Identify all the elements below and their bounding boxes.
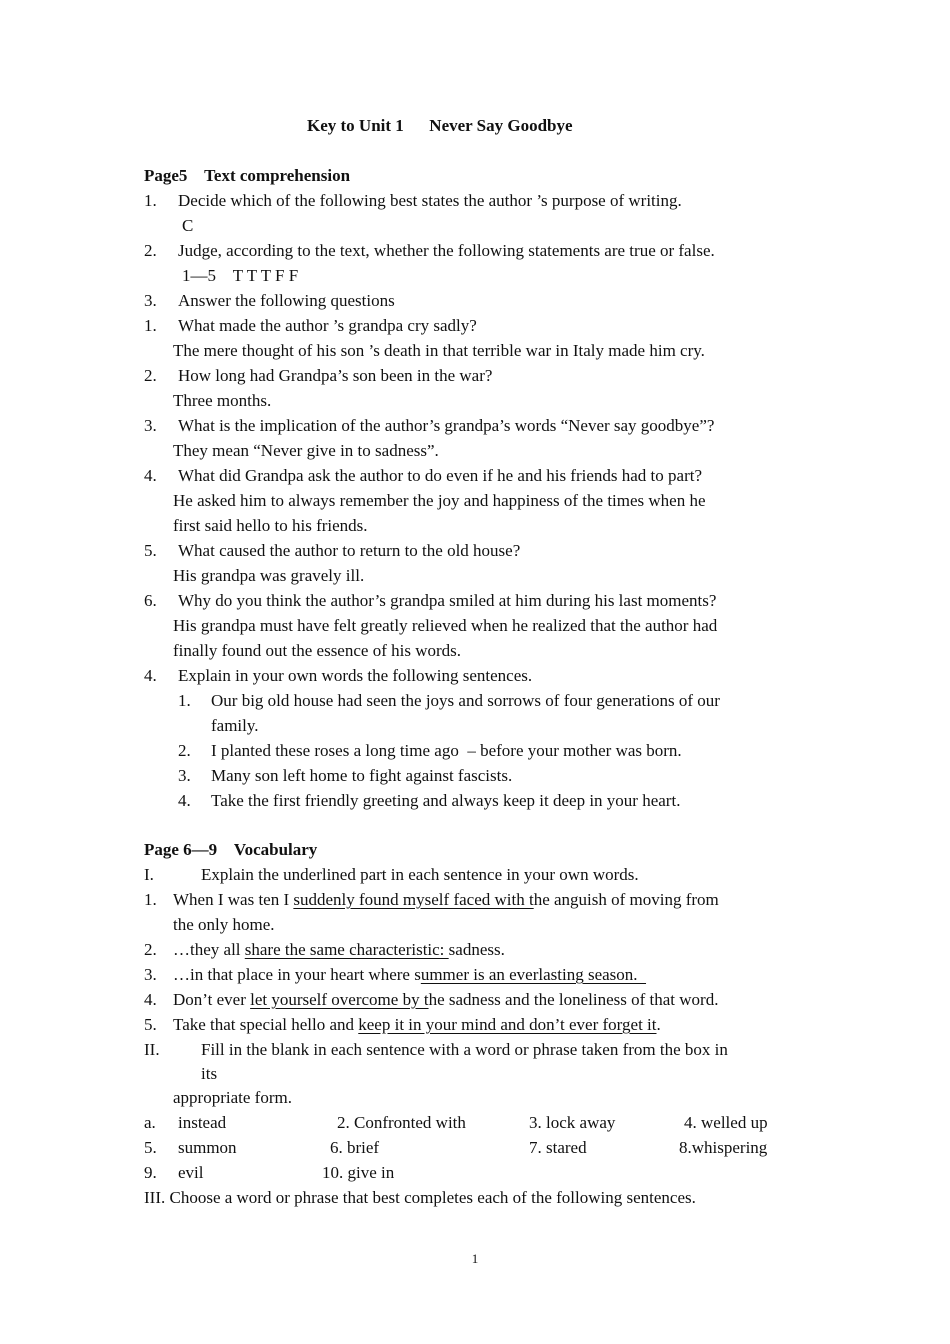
list-number: 2.: [144, 940, 157, 959]
list-item: [173, 888, 719, 912]
sentence-post: he anguish of moving from: [533, 890, 719, 909]
list-item: Answer the following questions: [178, 291, 395, 310]
part-instruction: Fill in the blank in each sentence with a word or phrase taken from the box in: [201, 1040, 728, 1059]
part-instruction: its: [201, 1064, 218, 1083]
list-number: 4.: [144, 666, 157, 685]
list-number: 2.: [144, 366, 157, 385]
answer-word: 7. stared: [529, 1138, 587, 1157]
list-number: 5.: [144, 541, 157, 560]
section-heading-text-comprehension: Page5 Text comprehension: [144, 166, 351, 185]
list-item: the only home.: [173, 915, 275, 934]
answer: Three months.: [173, 391, 272, 410]
sentence-post: he sadness and the loneliness of that word.: [428, 990, 719, 1009]
sentence-post: sadness.: [448, 940, 505, 959]
question: Why do you think the author’s grandpa smiled at him during his last moments?: [178, 591, 717, 610]
sub-item: family.: [211, 716, 259, 735]
underlined-phrase: keep it in your mind and don’t ever forget it: [358, 1015, 657, 1034]
answer: His grandpa must have felt greatly relieved when he realized that the author had: [173, 616, 718, 635]
sentence-post: .: [656, 1015, 661, 1034]
answer-word: 10. give in: [322, 1163, 395, 1182]
part-number: I.: [144, 865, 154, 884]
list-number: 3.: [144, 965, 157, 984]
sentence-pre: …in that place in your heart where s: [173, 965, 421, 984]
answer: They mean “Never give in to sadness”.: [173, 441, 439, 460]
sub-item: Take the first friendly greeting and always keep it deep in your heart.: [211, 791, 681, 810]
list-item: [173, 1013, 661, 1037]
list-number: 3.: [144, 291, 157, 310]
answer-word: 3. lock away: [529, 1113, 616, 1132]
section-heading-vocabulary: Page 6—9 Vocabulary: [144, 840, 318, 859]
sentence-pre: …they all: [173, 940, 245, 959]
answer-word: 2. Confronted with: [337, 1113, 466, 1132]
underlined-phrase: ummer is an everlasting season.: [420, 965, 647, 984]
answer-word: instead: [178, 1113, 227, 1132]
list-number: 2.: [144, 241, 157, 260]
list-number: 3.: [144, 416, 157, 435]
list-number: 6.: [144, 591, 157, 610]
list-number: 1.: [144, 316, 157, 335]
list-number: 4.: [144, 466, 157, 485]
underlined-phrase: share the same characteristic:: [244, 940, 449, 959]
sub-item: Many son left home to fight against fascists.: [211, 766, 513, 785]
answer: finally found out the essence of his words.: [173, 641, 461, 660]
question: What caused the author to return to the old house?: [178, 541, 521, 560]
list-item: Decide which of the following best states the author ’s purpose of writing.: [178, 191, 682, 210]
question: What did Grandpa ask the author to do even if he and his friends had to part?: [178, 466, 703, 485]
page-title: Key to Unit 1 Never Say Goodbye: [307, 116, 573, 135]
page-number: 1: [471, 1251, 479, 1266]
answer-word: 8.whispering: [679, 1138, 768, 1157]
part-instruction: appropriate form.: [173, 1088, 292, 1107]
list-number: 9.: [144, 1163, 157, 1182]
sub-item: Our big old house had seen the joys and sorrows of four generations of our: [211, 691, 720, 710]
list-item: [173, 988, 718, 1012]
answer-word: summon: [178, 1138, 237, 1157]
list-number: 4.: [144, 990, 157, 1009]
part-instruction: Explain the underlined part in each sentence in your own words.: [201, 865, 639, 884]
sentence-pre: Take that special hello and: [173, 1015, 359, 1034]
question: What is the implication of the author’s grandpa’s words “Never say goodbye”?: [178, 416, 715, 435]
part-instruction: III. Choose a word or phrase that best completes each of the following sentences.: [144, 1188, 696, 1207]
sentence-pre: When I was ten I: [173, 890, 294, 909]
list-number: 2.: [178, 741, 191, 760]
list-number: 1.: [144, 191, 157, 210]
list-item: Judge, according to the text, whether the following statements are true or false.: [178, 241, 715, 260]
list-number: 3.: [178, 766, 191, 785]
list-number: 1.: [178, 691, 191, 710]
question: How long had Grandpa’s son been in the war?: [178, 366, 493, 385]
list-number: 5.: [144, 1015, 157, 1034]
list-number: 4.: [178, 791, 191, 810]
question: What made the author ’s grandpa cry sadly?: [178, 316, 477, 335]
answer: His grandpa was gravely ill.: [173, 566, 365, 585]
list-number: a.: [144, 1113, 156, 1132]
answer: He asked him to always remember the joy and happiness of the times when he: [173, 491, 706, 510]
answer-word: evil: [178, 1163, 204, 1182]
answer-word: 4. welled up: [684, 1113, 768, 1132]
sub-item: I planted these roses a long time ago – before your mother was born.: [211, 741, 682, 760]
answer: The mere thought of his son ’s death in that terrible war in Italy made him cry.: [173, 341, 705, 360]
underlined-phrase: suddenly found myself faced with t: [293, 890, 534, 909]
list-item: [173, 938, 505, 962]
list-number: 1.: [144, 890, 157, 909]
list-item: 1—5 T T T F F: [182, 266, 299, 285]
sentence-pre: Don’t ever: [173, 990, 251, 1009]
underlined-phrase: let yourself overcome by t: [250, 990, 429, 1009]
part-number: II.: [144, 1040, 160, 1059]
list-item: C: [182, 216, 194, 235]
list-number: 5.: [144, 1138, 157, 1157]
answer: first said hello to his friends.: [173, 516, 368, 535]
answer-word: 6. brief: [330, 1138, 380, 1157]
list-item: [173, 963, 646, 987]
list-item: Explain in your own words the following sentences.: [178, 666, 533, 685]
